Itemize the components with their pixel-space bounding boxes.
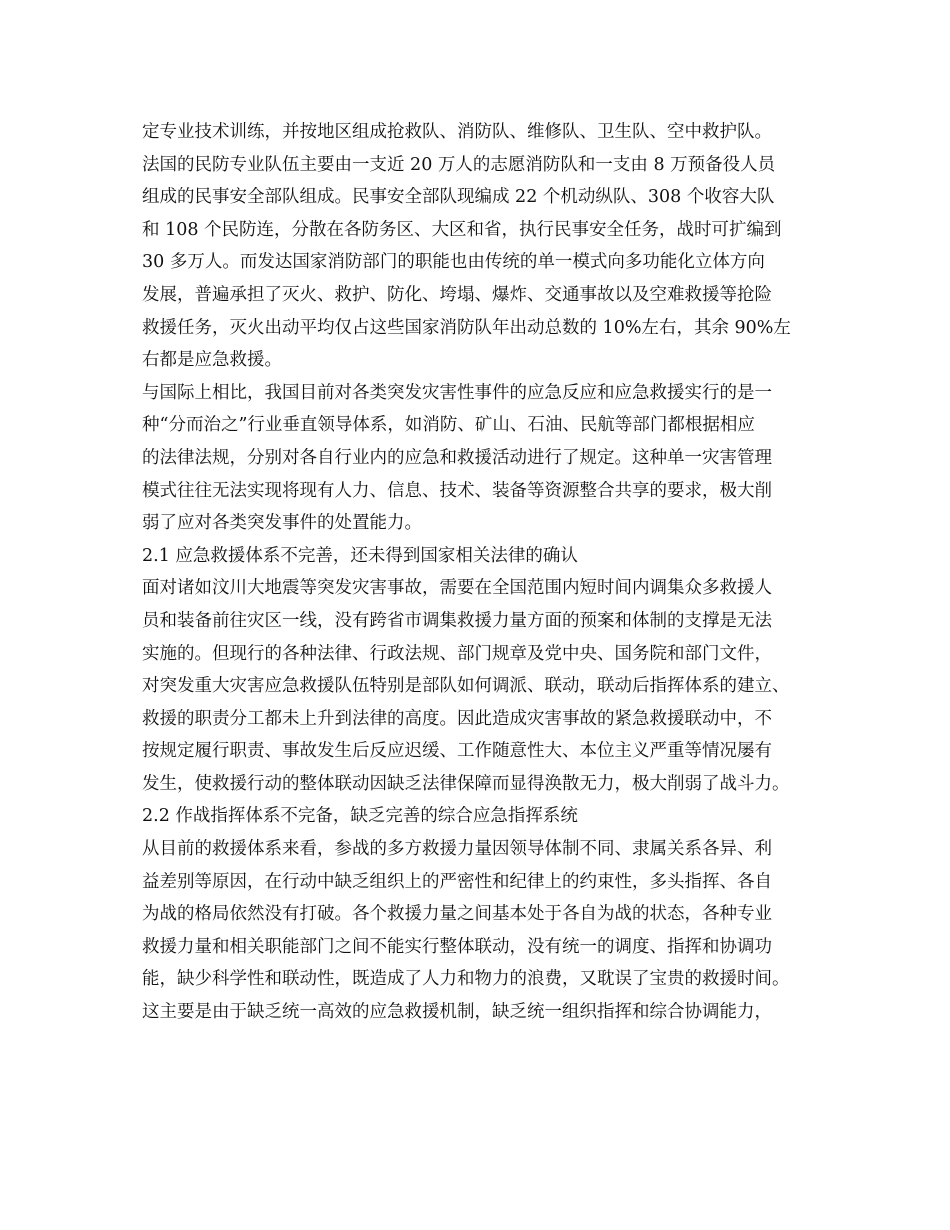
text-line: 和 108 个民防连，分散在各防务区、大区和省，执行民事安全任务，战时可扩编到 — [142, 219, 782, 240]
text-line: 为战的格局依然没有打破。各个救援力量之间基本处于各自为战的状态，各种专业 — [142, 904, 772, 925]
section-heading-2-1: 2.1 应急救援体系不完善，还未得到国家相关法律的确认 — [142, 545, 578, 566]
text-line: 右都是应急救援。 — [142, 350, 282, 371]
text-line: 益差别等原因，在行动中缺乏组织上的严密性和纪律上的约束性，多头指挥、各自 — [142, 871, 772, 892]
text-line: 救援任务，灭火出动平均仅占这些国家消防队年出动总数的 10%左右，其余 90%左 — [142, 317, 791, 338]
text-line: 的法律法规，分别对各自行业内的应急和救援活动进行了规定。这种单一灾害管理 — [142, 447, 772, 468]
text-line: 救援的职责分工都未上升到法律的高度。因此造成灾害事故的紧急救援联动中，不 — [142, 708, 772, 729]
text-line: 对突发重大灾害应急救援队伍特别是部队如何调派、联动，联动后指挥体系的建立、 — [142, 676, 790, 697]
body-text — [142, 116, 822, 1029]
text-line: 实施的。但现行的各种法律、行政法规、部门规章及党中央、国务院和部门文件， — [142, 643, 772, 664]
text-line: 与国际上相比，我国目前对各类突发灾害性事件的应急反应和应急救援实行的是一 — [142, 382, 772, 403]
text-line: 弱了应对各类突发事件的处置能力。 — [142, 513, 422, 534]
text-line: 从目前的救援体系来看，参战的多方救援力量因领导体制不同、隶属关系各异、利 — [142, 839, 772, 860]
text-line: 种“分而治之”行业垂直领导体系，如消防、矿山、石油、民航等部门都根据相应 — [142, 415, 755, 436]
text-line: 组成的民事安全部队组成。民事安全部队现编成 22 个机动纵队、308 个收容大队 — [142, 187, 775, 208]
text-line: 发展，普遍承担了灭火、救护、防化、垮塌、爆炸、交通事故以及空难救援等抢险 — [142, 284, 772, 305]
section-heading-2-2: 2.2 作战指挥体系不完备，缺乏完善的综合应急指挥系统 — [142, 806, 578, 827]
text-line: 这主要是由于缺乏统一高效的应急救援机制，缺乏统一组织指挥和综合协调能力， — [142, 1002, 772, 1023]
text-line: 能，缺少科学性和联动性，既造成了人力和物力的浪费，又耽误了宝贵的救援时间。 — [142, 969, 790, 990]
text-line: 按规定履行职责、事故发生后反应迟缓、工作随意性大、本位主义严重等情况屡有 — [142, 741, 772, 762]
text-line: 30 多万人。而发达国家消防部门的职能也由传统的单一模式向多功能化立体方向 — [142, 252, 765, 273]
text-line: 模式往往无法实现将现有人力、信息、技术、装备等资源整合共享的要求，极大削 — [142, 480, 772, 501]
text-line: 救援力量和相关职能部门之间不能实行整体联动，没有统一的调度、指挥和协调功 — [142, 936, 772, 957]
text-line: 员和装备前往灾区一线，没有跨省市调集救援力量方面的预案和体制的支撑是无法 — [142, 610, 772, 631]
text-line: 定专业技术训练，并按地区组成抢救队、消防队、维修队、卫生队、空中救护队。 — [142, 122, 772, 142]
text-line: 法国的民防专业队伍主要由一支近 20 万人的志愿消防队和一支由 8 万预备役人员 — [142, 154, 776, 175]
text-line: 面对诸如汶川大地震等突发灾害事故，需要在全国范围内短时间内调集众多救援人 — [142, 578, 772, 599]
text-line: 发生，使救援行动的整体联动因缺乏法律保障而显得涣散无力，极大削弱了战斗力。 — [142, 773, 790, 794]
